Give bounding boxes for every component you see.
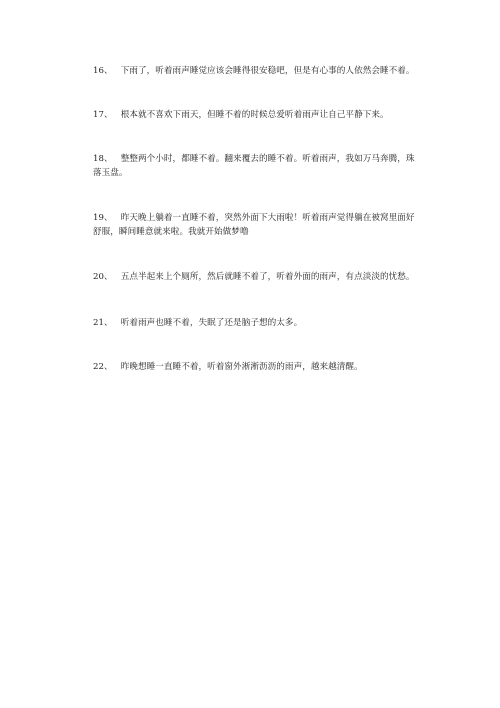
item-number: 20、 (93, 272, 113, 282)
list-item (93, 360, 423, 374)
item-number: 19、 (93, 213, 113, 223)
list-item (93, 211, 423, 239)
item-text: 听着雨声也睡不着，失眠了还是脑子想的太多。 (120, 318, 303, 328)
item-text: 整整两个小时，都睡不着。翻来覆去的睡不着。听着雨声，我如万马奔腾，珠落玉盘。 (93, 154, 415, 178)
item-number: 16、 (93, 66, 113, 76)
item-number: 18、 (93, 154, 113, 164)
list-item (93, 64, 423, 78)
item-text: 五点半起来上个厕所，然后就睡不着了，听着外面的雨声，有点淡淡的忧愁。 (120, 272, 415, 282)
item-number: 22、 (93, 362, 113, 372)
item-text: 昨天晚上躺着一直睡不着，突然外面下大雨啦！听着雨声觉得躺在被窝里面好舒服，瞬间睡意就来啦。我就开始做梦噜 (93, 213, 415, 237)
list-item (93, 270, 423, 284)
item-text: 昨晚想睡一直睡不着，听着窗外淅淅沥沥的雨声，越来越清醒。 (120, 362, 363, 372)
list-item (93, 108, 423, 122)
list-item (93, 152, 423, 180)
item-text: 根本就不喜欢下雨天，但睡不着的时候总爱听着雨声让自己平静下来。 (120, 110, 389, 120)
item-number: 21、 (93, 318, 113, 328)
item-number: 17、 (93, 110, 113, 120)
list-item (93, 316, 423, 330)
item-text: 下雨了，听着雨声睡觉应该会睡得很安稳吧，但是有心事的人依然会睡不着。 (120, 66, 415, 76)
